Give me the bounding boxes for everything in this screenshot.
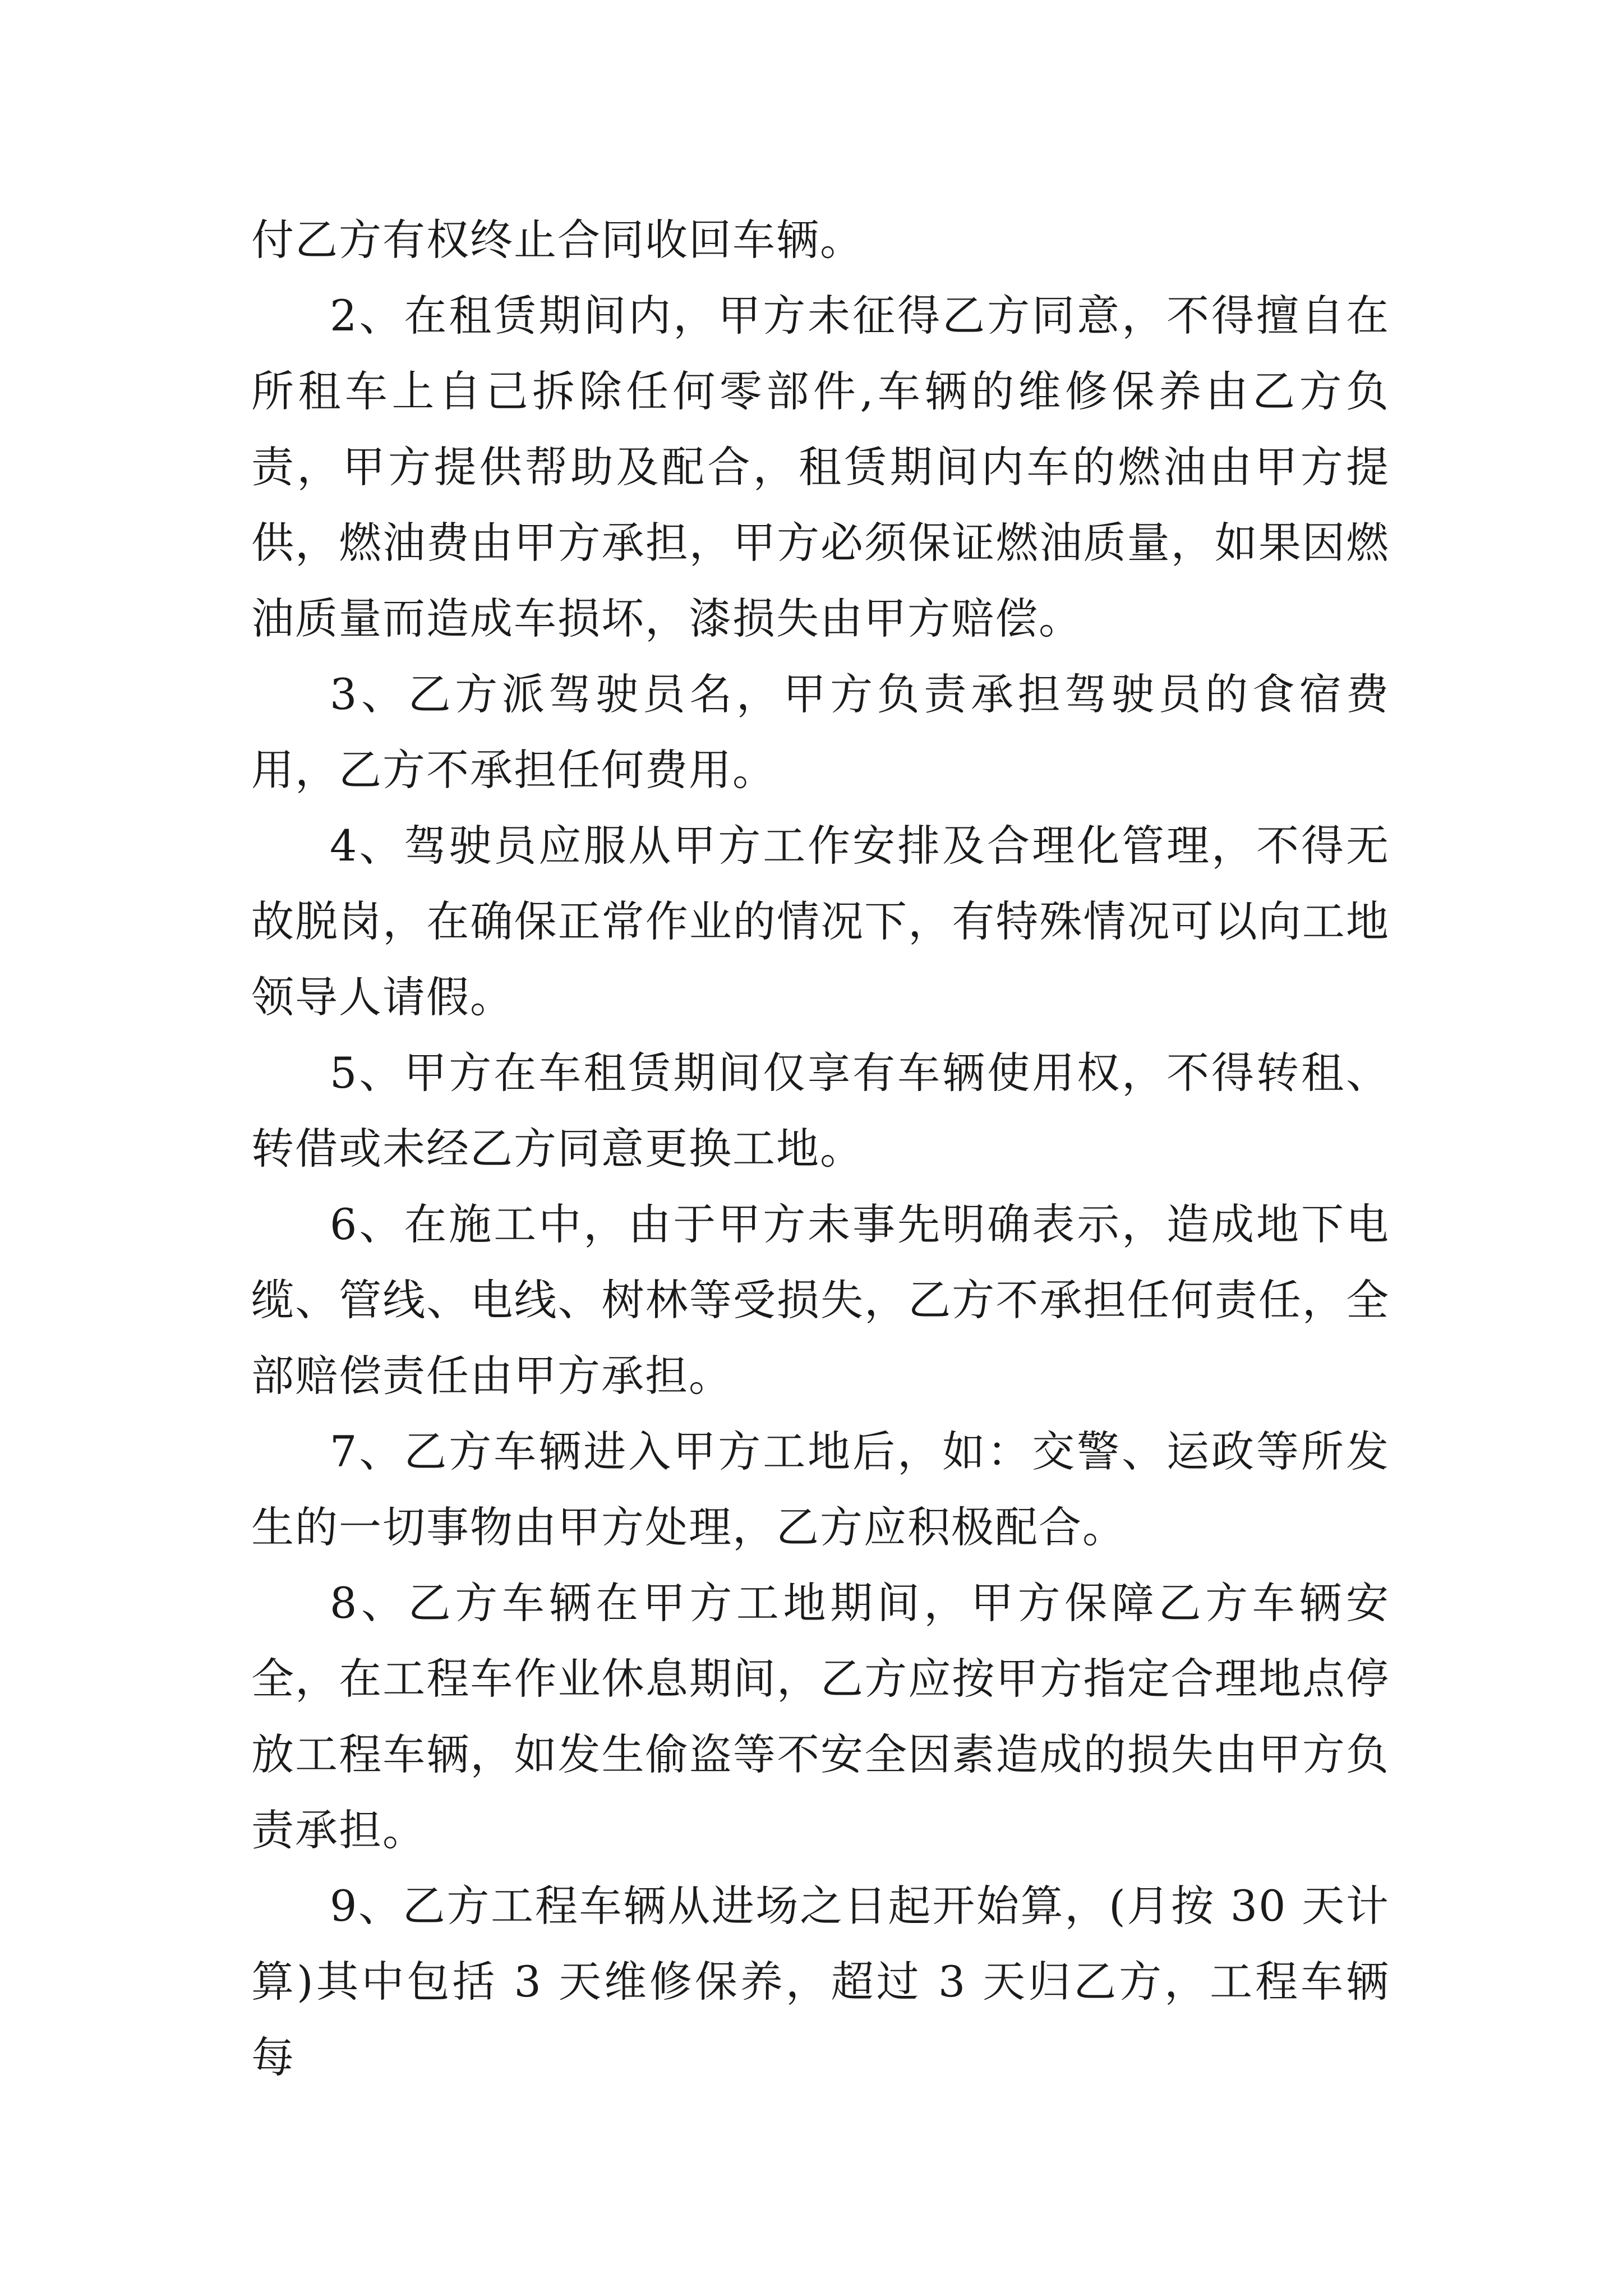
clause-8: 8、乙方车辆在甲方工地期间，甲方保障乙方车辆安全，在工程车作业休息期间，乙方应按甲方指定合理地点停放工程车辆，如发生偷盗等不安全因素造成的损失由甲方负责承担。 — [251, 1578, 1390, 1855]
paragraph-continuation: 付乙方有权终止合同收回车辆。 — [251, 215, 864, 265]
clause-3: 3、乙方派驾驶员名，甲方负责承担驾驶员的食宿费用，乙方不承担任何费用。 — [251, 669, 1390, 795]
clause-5: 5、甲方在车租赁期间仅享有车辆使用权，不得转租、转借或未经乙方同意更换工地。 — [251, 1048, 1390, 1174]
clause-9: 9、乙方工程车辆从进场之日起开始算，(月按 30 天计算)其中包括 3 天维修保养，超过 3 天归乙方，工程车辆每 — [251, 1881, 1390, 2082]
clause-6: 6、在施工中，由于甲方未事先明确表示，造成地下电缆、管线、电线、树林等受损失，乙方不承担任何责任，全部赔偿责任由甲方承担。 — [251, 1199, 1390, 1401]
document-body — [251, 202, 1390, 2095]
clause-7: 7、乙方车辆进入甲方工地后，如：交警、运政等所发生的一切事物由甲方处理，乙方应积极配合。 — [251, 1427, 1390, 1552]
clause-2: 2、在租赁期间内，甲方未征得乙方同意，不得擅自在所租车上自己拆除任何零部件,车辆的维修保养由乙方负责，甲方提供帮助及配合，租赁期间内车的燃油由甲方提供，燃油费由甲方承担，甲方必须保证燃油质量，如果因燃油质量而造成车损坏，漆损失由甲方赔偿。 — [251, 291, 1390, 643]
clause-4: 4、驾驶员应服从甲方工作安排及合理化管理，不得无故脱岗，在确保正常作业的情况下，有特殊情况可以向工地领导人请假。 — [251, 821, 1390, 1022]
